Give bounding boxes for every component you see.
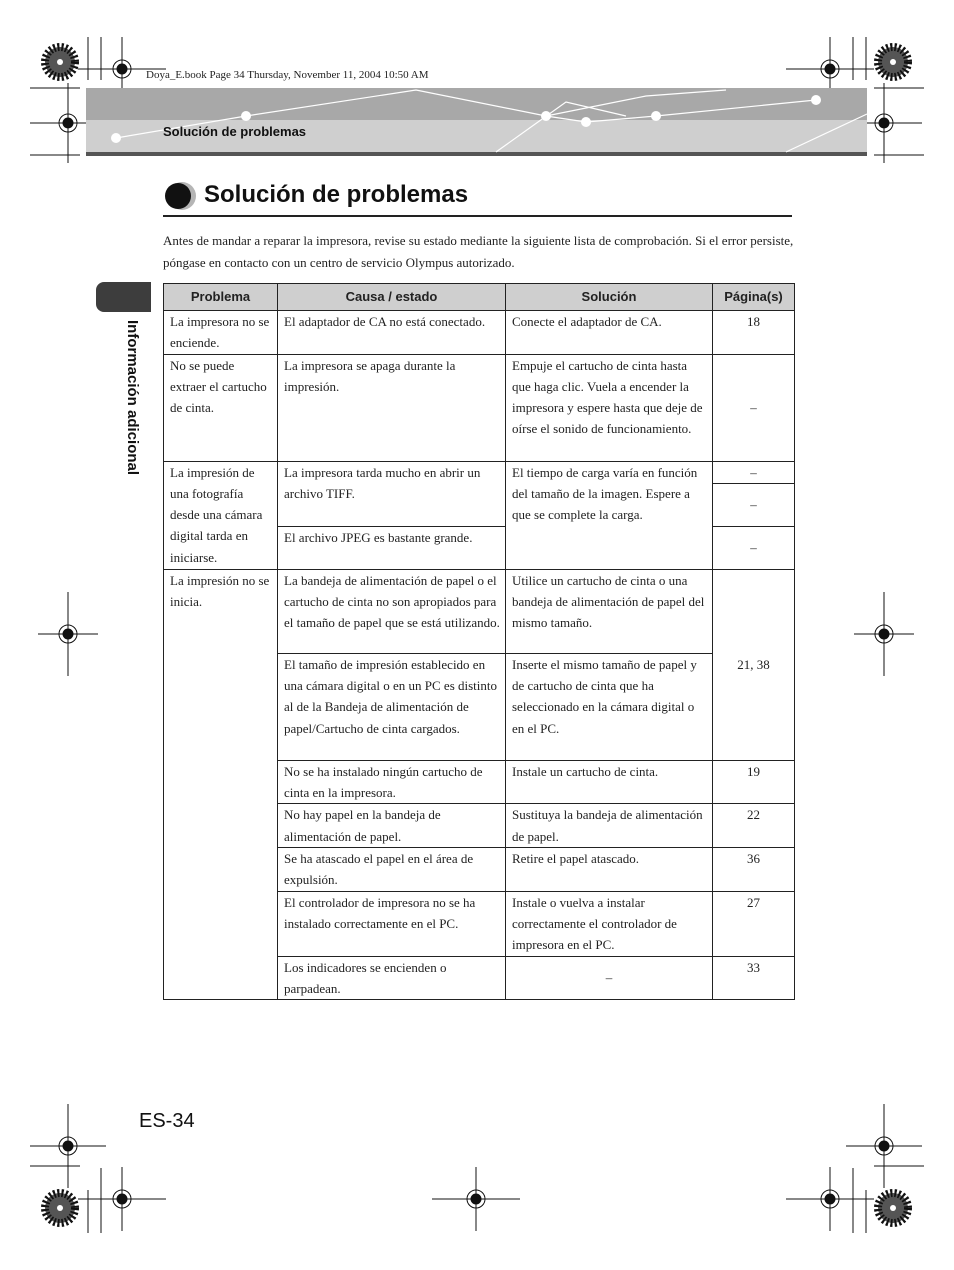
page-cell: –	[713, 483, 795, 526]
page-cell: 21, 38	[713, 569, 795, 760]
troubleshooting-table	[163, 283, 795, 1000]
page-cell: 27	[713, 891, 795, 956]
page-title: Solución de problemas	[204, 181, 469, 208]
table-header-row	[164, 284, 795, 311]
table-row	[164, 569, 795, 653]
problem-cell: La impresora no se enciende.	[164, 311, 278, 355]
cause-cell: El adaptador de CA no está conectado.	[278, 311, 506, 355]
side-tab-label: Información adicional	[124, 320, 141, 476]
column-header-cause: Causa / estado	[278, 284, 506, 311]
table-row	[164, 311, 795, 355]
print-info: Doya_E.book Page 34 Thursday, November 11, 2004 10:50 AM	[146, 69, 429, 81]
problem-cell: No se puede extraer el cartucho de cinta.	[164, 354, 278, 461]
solution-cell: El tiempo de carga varía en función del tamaño de la imagen. Espere a que se complete la carga.	[506, 461, 713, 569]
intro-paragraph: Antes de mandar a reparar la impresora, revise su estado mediante la siguiente lista de comprobación. Si el error persiste, póngase en contacto con un centro de servicio Olympus autorizado.	[163, 233, 794, 270]
cause-cell: Se ha atascado el papel en el área de expulsión.	[278, 848, 506, 892]
page-cell: 18	[713, 311, 795, 355]
solution-cell: Instale o vuelva a instalar correctamente el controlador de impresora en el PC.	[506, 891, 713, 956]
solution-cell: Instale un cartucho de cinta.	[506, 760, 713, 804]
page-cell: –	[713, 461, 795, 483]
cause-cell: No se ha instalado ningún cartucho de cinta en la impresora.	[278, 760, 506, 804]
column-header-solution: Solución	[506, 284, 713, 311]
page-cell: 22	[713, 804, 795, 848]
column-header-pages: Página(s)	[713, 284, 795, 311]
page-number: ES-34	[139, 1110, 195, 1132]
problem-cell: La impresión no se inicia.	[164, 569, 278, 999]
cause-cell: El controlador de impresora no se ha instalado correctamente en el PC.	[278, 891, 506, 956]
page-cell: 33	[713, 956, 795, 1000]
solution-cell: Empuje el cartucho de cinta hasta que haga clic. Vuela a encender la impresora y espere hasta que deje de oírse el sonido de funcionamiento.	[506, 354, 713, 461]
table-row	[164, 461, 795, 483]
table-row	[164, 354, 795, 461]
cause-cell: La impresora se apaga durante la impresión.	[278, 354, 506, 461]
solution-cell: Inserte el mismo tamaño de papel y de cartucho de cinta que ha seleccionado en la cámara digital o en el PC.	[506, 653, 713, 760]
cause-cell: No hay papel en la bandeja de alimentación de papel.	[278, 804, 506, 848]
header-section-title: Solución de problemas	[163, 124, 307, 139]
solution-cell: Retire el papel atascado.	[506, 848, 713, 892]
problem-cell: La impresión de una fotografía desde una cámara digital tarda en iniciarse.	[164, 461, 278, 569]
page-cell: 19	[713, 760, 795, 804]
solution-cell: Conecte el adaptador de CA.	[506, 311, 713, 355]
cause-cell: El tamaño de impresión establecido en una cámara digital o en un PC es distinto al de la Bandeja de alimentación de papel/Cartucho de cinta cargados.	[278, 653, 506, 760]
page-cell: 36	[713, 848, 795, 892]
page-cell: –	[713, 526, 795, 569]
title-rule	[163, 215, 792, 217]
cause-cell: El archivo JPEG es bastante grande.	[278, 526, 506, 569]
cause-cell: Los indicadores se encienden o parpadean.	[278, 956, 506, 1000]
column-header-problem: Problema	[164, 284, 278, 311]
solution-cell: Sustituya la bandeja de alimentación de papel.	[506, 804, 713, 848]
cause-cell: La impresora tarda mucho en abrir un archivo TIFF.	[278, 461, 506, 526]
solution-cell: –	[506, 956, 713, 1000]
heading-bullet-icon	[164, 181, 198, 211]
header-band	[86, 88, 867, 156]
solution-cell: Utilice un cartucho de cinta o una bandeja de alimentación de papel del mismo tamaño.	[506, 569, 713, 653]
cause-cell: La bandeja de alimentación de papel o el cartucho de cinta no son apropiados para el tamaño de papel que se está utilizando.	[278, 569, 506, 653]
page-cell: –	[713, 354, 795, 461]
section-side-tab	[96, 282, 151, 312]
